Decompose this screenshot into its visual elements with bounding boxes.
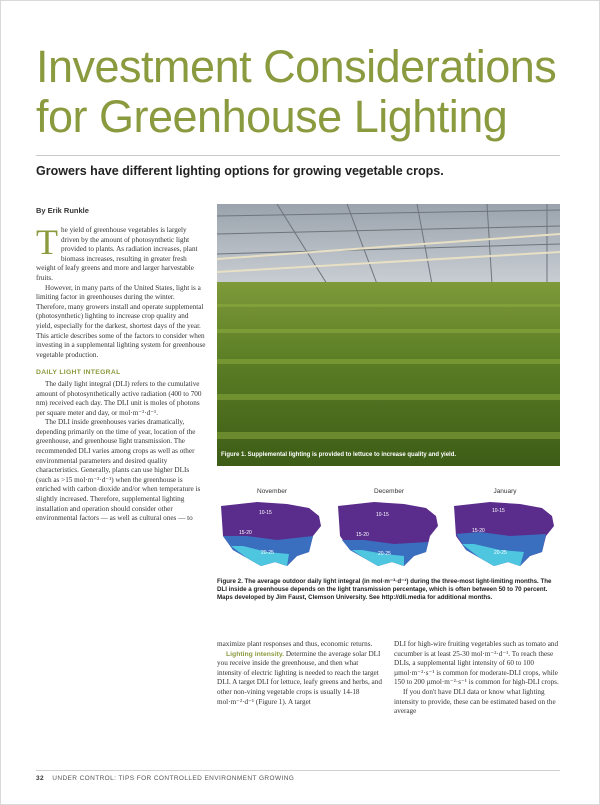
column-2 [217,640,383,707]
map-value: 20-25 [261,550,274,556]
figure-1-caption: Figure 1. Supplemental lighting is provided to lettuce to increase quality and yield. [221,452,457,458]
figure-2-caption: Figure 2. The average outdoor daily light integral (in mol·m⁻²·d⁻¹) during the three-most light-limiting months. The DLI inside a greenhouse depends on the light transmission percentage, which is often between 50 to 70 percent. Maps developed by Jim Faust, Clemson University. See http://dli.media for additional months. [217,578,552,601]
paragraph: The daily light integral (DLI) refers to the cumulative amount of photosynthetically active radiation (400 to 700 nm) received each day. The DLI unit is moles of photons per square meter and day, or mol·m⁻²·d⁻¹. [36,379,202,417]
title-divider [36,155,560,156]
us-map-icon [217,496,327,576]
paragraph-text: Determine the average solar DLI you receive inside the greenhouse, and then what intensity of electric lighting is needed to reach the target DLI. A target DLI for lettuce, leafy greens and herbs, and other non-vining vegetable crops is usually 14-18 mol·m⁻²·d⁻¹ (Figure 1). A target [217,649,382,706]
paragraph: maximize plant responses and thus, economic returns. [217,640,373,648]
footer-text: UNDER CONTROL: TIPS FOR CONTROLLED ENVIRONMENT GROWING [52,775,295,782]
page-footer [36,775,566,782]
map-value: 15-20 [356,532,369,538]
map-value: 15-20 [239,530,252,536]
map-label: November [257,488,287,495]
greenhouse-illustration [217,204,560,466]
map-value: 15-20 [472,528,485,534]
footer-divider [36,770,560,771]
paragraph [217,650,383,708]
column-1 [36,222,206,524]
map-january [450,488,560,576]
map-december [334,488,444,576]
column-3 [394,640,560,717]
map-label: December [374,488,404,495]
map-value: 20-25 [494,550,507,556]
dli-maps [217,488,560,576]
paragraph: If you don't have DLI data or know what lighting intensity to provide, these can be estimated based on the average [394,687,556,716]
byline: By Erik Runkle [36,206,89,215]
page-number: 32 [36,775,45,782]
map-value: 10-15 [492,508,505,514]
us-map-icon [334,496,444,576]
paragraph: However, in many parts of the United States, light is a limiting factor in greenhouses during the winter. Therefore, many growers install and operate supplemental (photosynthetic) lighting to increase crop quality and yield, especially for the darkest, shortest days of the year. This article describes some of the factors to consider when investing in a supplemental lighting system for greenhouse vegetable production. [36,283,206,359]
greenhouse-photo [217,204,560,466]
map-label: January [493,488,517,495]
paragraph: DLI for high-wire fruiting vegetables such as tomato and cucumber is at least 25-30 mol·m⁻²·d⁻¹. To reach these DLIs, a supplemental light intensity of 60 to 100 µmol·m⁻²·s⁻¹ is common for moderate-DLI crops, while 150 to 200 µmol·m⁻²·s⁻¹ is common for high-DLI crops. [394,640,559,687]
article-subtitle: Growers have different lighting options for growing vegetable crops. [36,164,444,178]
article-title [36,42,576,142]
paragraph: The DLI inside greenhouses varies dramatically, depending primarily on the time of year, location of the greenhouse, and greenhouse light transmission. The recommended DLI varies among crops as well as other environmental parameters and desired quality characteristics. Generally, plants can use higher DLIs (such as >15 mol·m⁻²·d⁻¹) when the greenhouse is enriched with carbon dioxide and/or when temperature is slightly increased. Therefore, supplemental lighting installation and operation should consider other environmental factors — as well as cultural ones — to [36,418,201,523]
map-value: 10-15 [376,512,389,518]
map-value: 10-15 [259,510,272,516]
title-line-2: for Greenhouse Lighting [36,91,508,142]
map-value: 20-25 [378,551,391,557]
intro-text: he yield of greenhouse vegetables is largely driven by the amount of photosynthetic light provided to plants. As radiation increases, plant biomass increases, resulting in greater fresh weight of leafy greens and more and larger harvestable fruits. [36,226,198,282]
section-heading-dli: DAILY LIGHT INTEGRAL [36,369,121,377]
title-line-1: Investment Considerations [36,41,557,92]
drop-cap: T [36,222,58,262]
intro-paragraph [36,222,206,284]
run-in-heading: Lighting intensity. [226,650,285,658]
map-november [217,488,327,576]
us-map-icon [450,496,560,576]
